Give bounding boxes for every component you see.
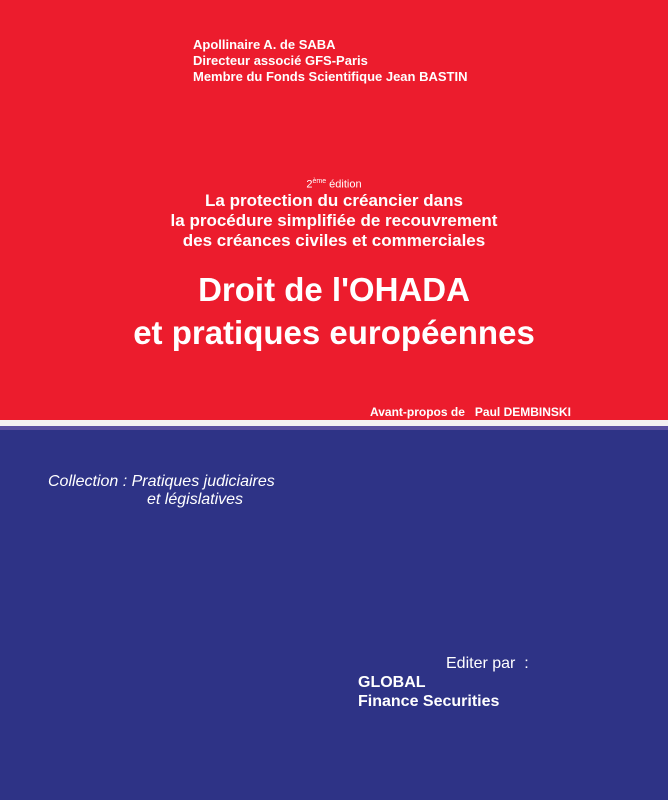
- author-name: Apollinaire A. de SABA: [193, 37, 336, 52]
- collection-line-2: et législatives: [147, 491, 244, 508]
- title-line-2: et pratiques européennes: [133, 314, 535, 351]
- edition-number: 2: [306, 178, 313, 191]
- foreword-credit: Avant-propos de Paul DEMBINSKI: [370, 405, 571, 419]
- book-subtitle: [0, 191, 668, 251]
- book-title: [0, 268, 668, 354]
- author-role: Directeur associé GFS-Paris: [193, 53, 368, 68]
- author-block: [193, 37, 467, 85]
- subtitle-line-3: des créances civiles et commerciales: [182, 231, 486, 250]
- edition-text: édition: [326, 178, 362, 191]
- edition-superscript: ème: [312, 178, 327, 185]
- edition-label: [0, 178, 668, 191]
- collection-label: [48, 473, 275, 509]
- publisher-name-line-2: Finance Securities: [358, 693, 500, 710]
- publisher-name-line-1: GLOBAL: [358, 674, 426, 691]
- collection-line-1: Collection : Pratiques judiciaires: [48, 473, 275, 490]
- subtitle-line-2: la procédure simplifiée de recouvrement: [170, 211, 498, 230]
- author-membership: Membre du Fonds Scientifique Jean BASTIN: [193, 69, 468, 84]
- subtitle-line-1: La protection du créancier dans: [205, 191, 463, 210]
- publisher-block: [358, 655, 529, 711]
- publisher-label: Editer par :: [446, 655, 529, 672]
- title-line-1: Droit de l'OHADA: [198, 271, 470, 308]
